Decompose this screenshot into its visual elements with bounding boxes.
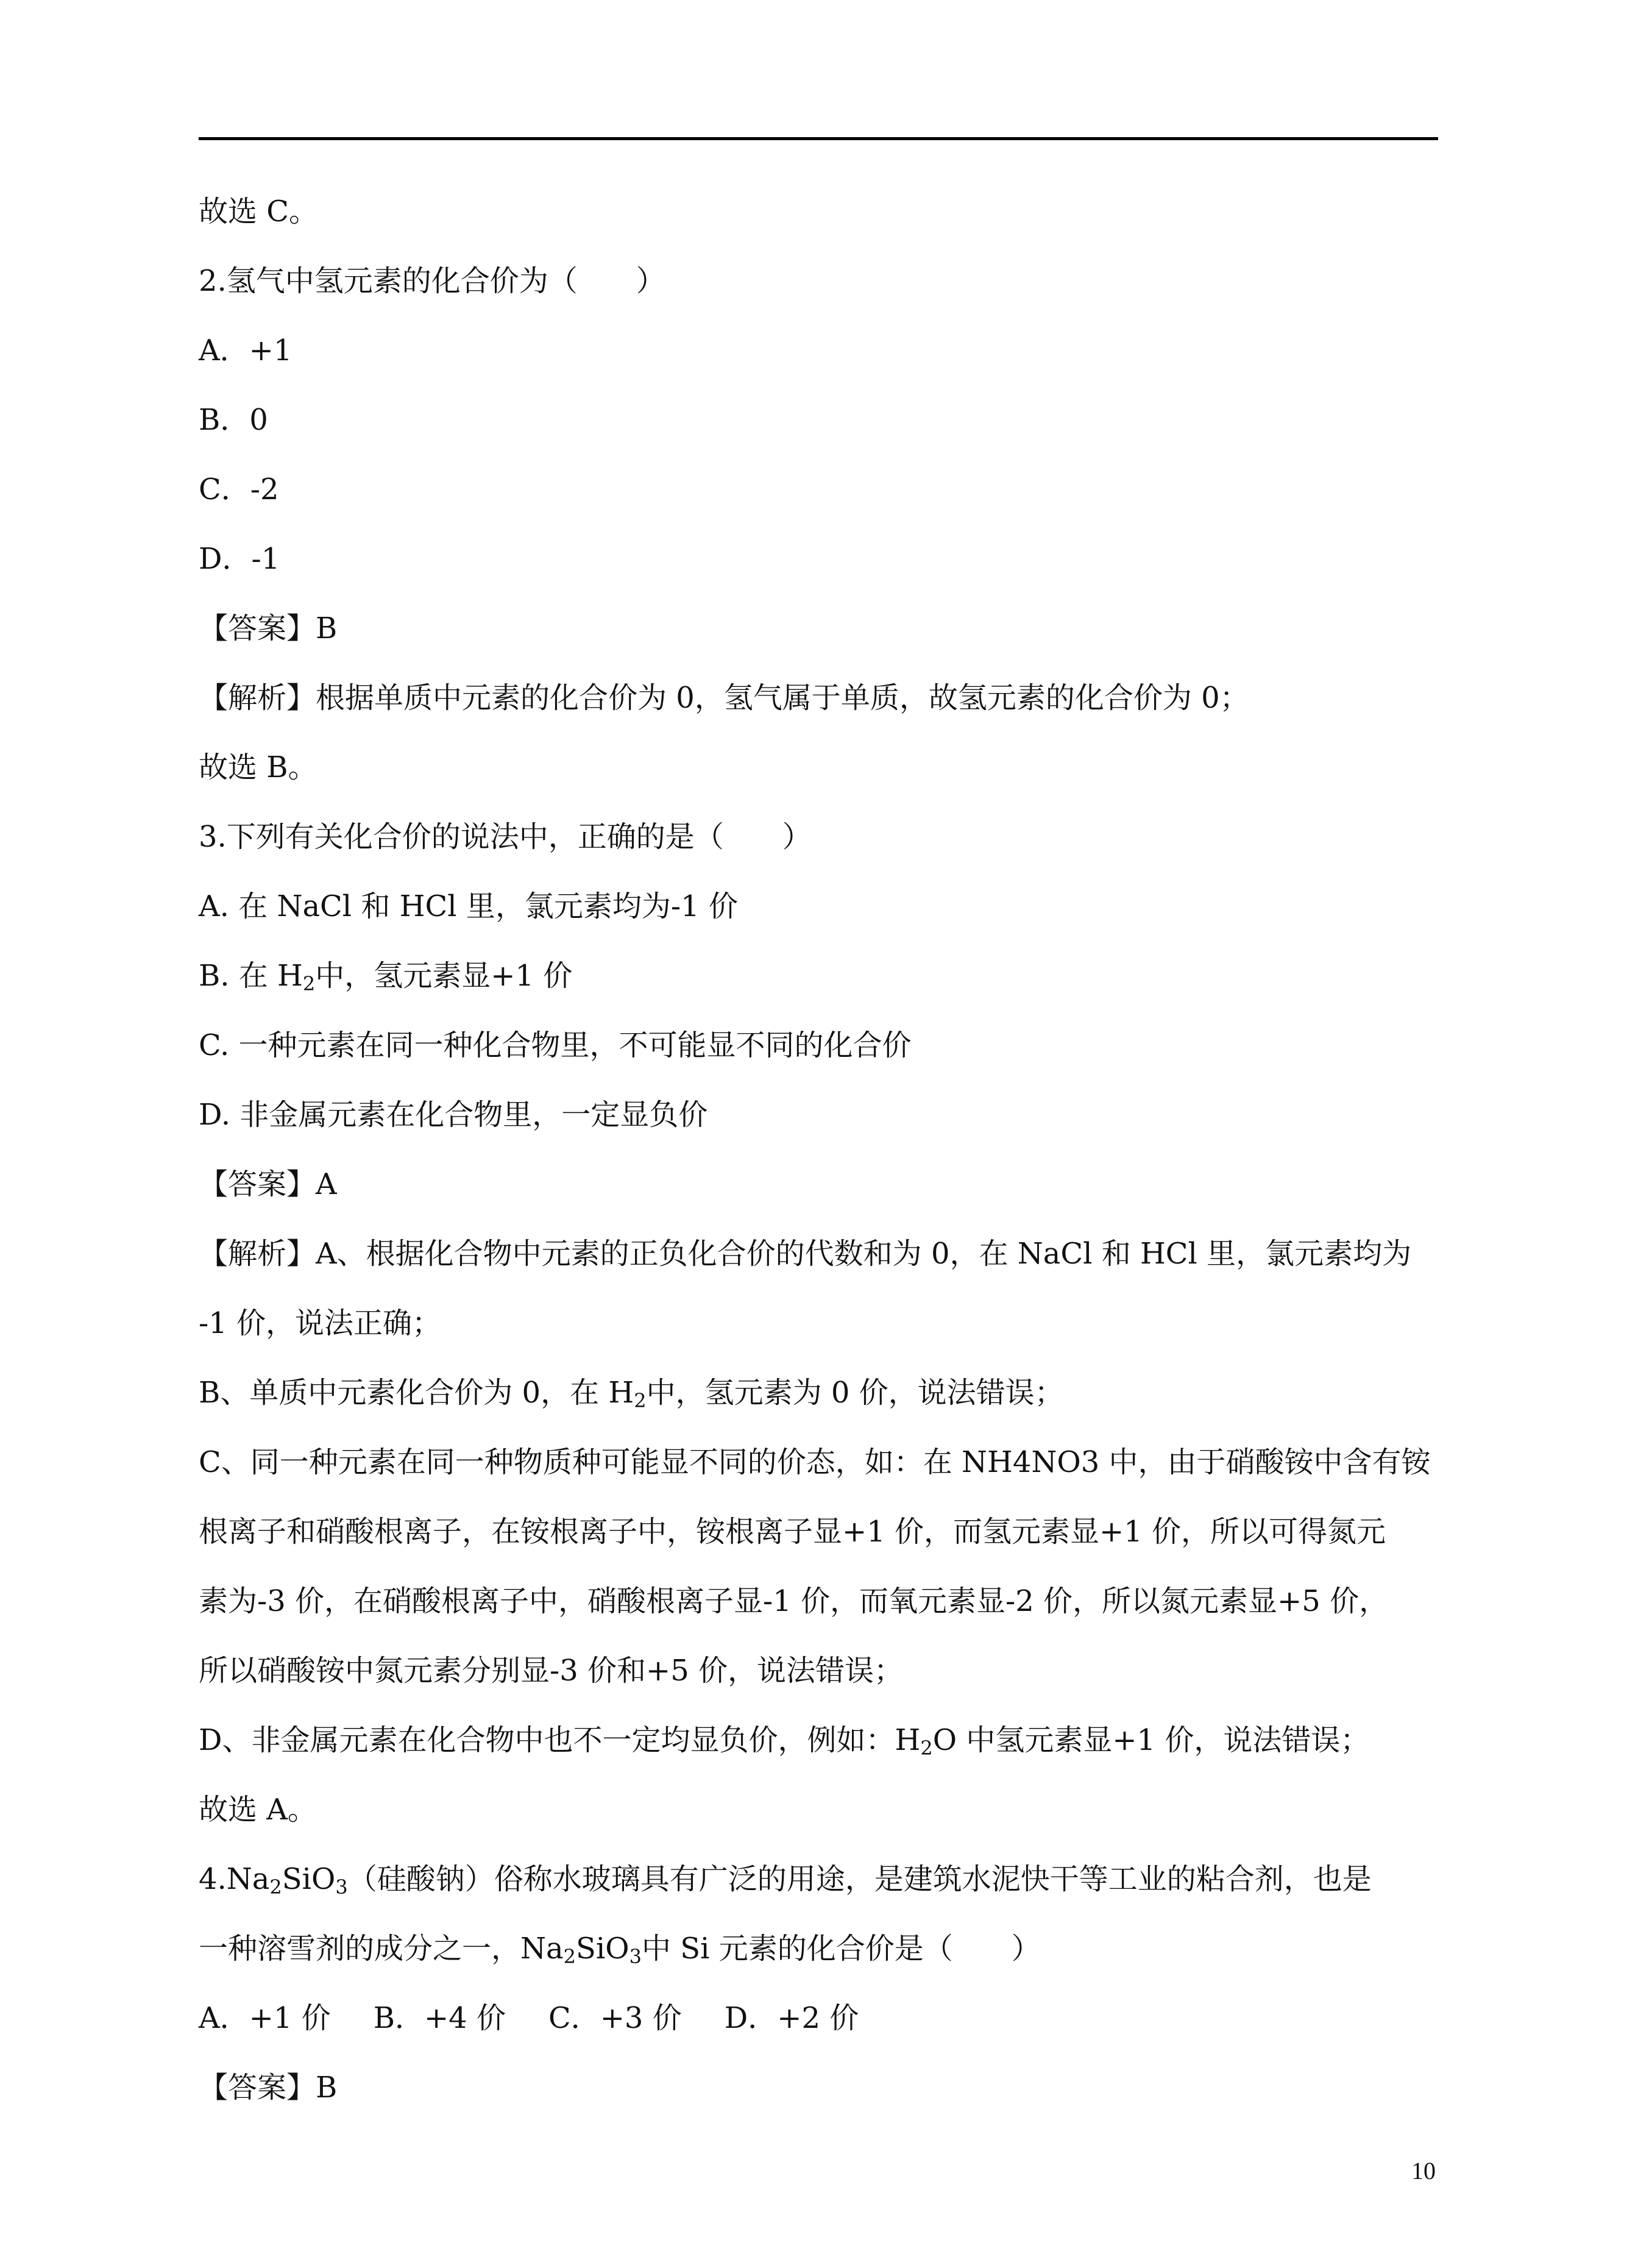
prev-conclusion: 故选 C。: [199, 194, 318, 229]
q4-stem-text: （硅酸钠）俗称水玻璃具有广泛的用途，是建筑水泥快干等工业的粘合剂，也是: [347, 1862, 1372, 1896]
q3-analysis-c1: C、同一种元素在同一种物质种可能显不同的价态，如：在 NH4NO3 中，由于硝酸铵中含有铵: [199, 1445, 1431, 1479]
q4-options: [199, 1983, 1442, 2053]
answer-value: B: [316, 611, 338, 645]
q2-answer: [199, 594, 1442, 663]
page-number: 10: [1411, 2157, 1436, 2184]
q3-analysis-b: [199, 1358, 1442, 1427]
q3-conclusion: 故选 A。: [199, 1793, 317, 1827]
q4-stem-text: 4.Na: [199, 1862, 270, 1896]
q3-option-c: C. 一种元素在同一种化合物里，不可能显不同的化合价: [199, 1028, 912, 1062]
q4-stem-text: 中 Si 元素的化合价是（ ）: [641, 1932, 1041, 1966]
q3-option-b: [199, 941, 1442, 1011]
q4-option-c: C．+3 价: [548, 2001, 682, 2035]
q4-stem-text: SiO: [282, 1862, 336, 1896]
q3-analysis-c4: 所以硝酸铵中氮元素分别显-3 价和+5 价，说法错误；: [199, 1654, 904, 1688]
q3-answer: [199, 1150, 1442, 1219]
q4-stem-line-2: [199, 1914, 1442, 1983]
subscript: 2: [634, 1389, 647, 1412]
q4-answer: [199, 2053, 1442, 2122]
q3-option-b-text-rest: 中，氢元素显+1 价: [315, 959, 573, 993]
q3-option-b-text: B. 在 H: [199, 959, 303, 993]
q2-option-b: B．0: [199, 403, 268, 437]
subscript: 2: [302, 972, 316, 995]
answer-tag: 【答案】: [199, 1167, 316, 1201]
q4-option-d: D．+2 价: [724, 2001, 859, 2035]
q3-analysis-a: [199, 1219, 1442, 1289]
header-rule: [199, 137, 1438, 140]
q3-analysis-c2: 根离子和硝酸根离子，在铵根离子中，铵根离子显+1 价，而氢元素显+1 价，所以可得氮元: [199, 1515, 1386, 1549]
subscript: 2: [920, 1737, 933, 1760]
q4-stem-text: 一种溶雪剂的成分之一，Na: [199, 1932, 564, 1966]
q3-option-a: A. 在 NaCl 和 HCl 里，氯元素均为-1 价: [199, 889, 738, 923]
q2-analysis: [199, 663, 1442, 733]
q3-option-d: D. 非金属元素在化合物里，一定显负价: [199, 1098, 708, 1132]
analysis-tag: 【解析】: [199, 1237, 316, 1271]
q3-stem: 3.下列有关化合价的说法中，正确的是（ ）: [199, 820, 812, 854]
analysis-text-rest: O 中氢元素显+1 价，说法错误；: [932, 1723, 1370, 1757]
document-body: [199, 177, 1442, 2122]
q3-analysis-d: [199, 1705, 1442, 1775]
analysis-text: D、非金属元素在化合物中也不一定均显负价，例如：H: [199, 1723, 921, 1757]
q4-option-a: A．+1 价: [199, 2001, 331, 2035]
answer-value: B: [316, 2071, 338, 2105]
analysis-text: 根据单质中元素的化合价为 0，氢气属于单质，故氢元素的化合价为 0；: [316, 681, 1249, 715]
q3-analysis-a-cont: -1 价，说法正确；: [199, 1306, 442, 1340]
q2-option-c: C．-2: [199, 472, 279, 507]
q3-analysis-c3: 素为-3 价，在硝酸根离子中，硝酸根离子显-1 价，而氧元素显-2 价，所以氮元素显+5 价，: [199, 1584, 1389, 1618]
analysis-text-rest: 中，氢元素为 0 价，说法错误；: [646, 1376, 1064, 1410]
analysis-text: B、单质中元素化合价为 0，在 H: [199, 1376, 634, 1410]
subscript: 3: [335, 1875, 348, 1899]
q4-stem-line-1: [199, 1844, 1442, 1914]
subscript: 2: [269, 1875, 282, 1899]
analysis-text: A、根据化合物中元素的正负化合价的代数和为 0，在 NaCl 和 HCl 里，氯元素均为: [316, 1237, 1412, 1271]
q4-stem-text: SiO: [575, 1932, 629, 1966]
q2-option-d: D．-1: [199, 542, 280, 576]
subscript: 2: [563, 1945, 576, 1968]
q4-option-b: B．+4 价: [373, 2001, 506, 2035]
q2-stem: 2.氢气中氢元素的化合价为（ ）: [199, 264, 665, 298]
analysis-tag: 【解析】: [199, 681, 316, 715]
subscript: 3: [629, 1945, 642, 1968]
q2-conclusion: 故选 B。: [199, 750, 317, 784]
q2-option-a: A．+1: [199, 333, 292, 368]
answer-tag: 【答案】: [199, 2071, 316, 2105]
answer-tag: 【答案】: [199, 611, 316, 645]
answer-value: A: [316, 1167, 337, 1201]
